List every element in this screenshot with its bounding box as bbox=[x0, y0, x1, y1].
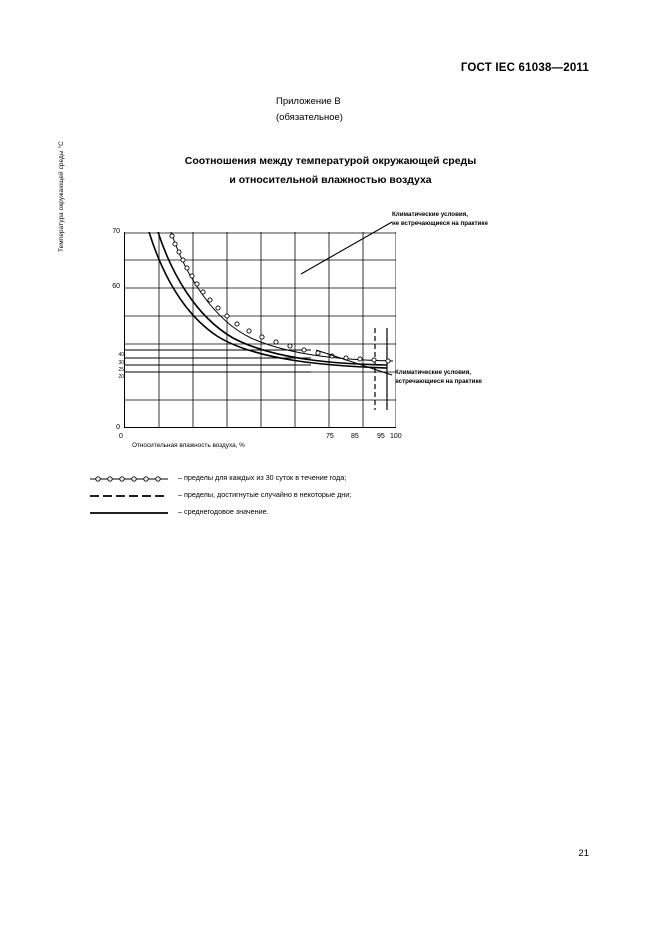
y-tick-70: 70 bbox=[112, 228, 120, 235]
legend-sample-dashed bbox=[90, 491, 168, 501]
y-axis-title: Температура окружающей среды °C bbox=[58, 141, 65, 252]
y-tick-60: 60 bbox=[112, 283, 120, 290]
callout-not-occurring-line2: не встречающиеся на практике bbox=[392, 220, 488, 227]
page-title-line2: и относительной влажностью воздуха bbox=[229, 174, 432, 186]
callout-occurring-line1: Климатические условия, bbox=[395, 369, 472, 376]
plot-area bbox=[124, 232, 396, 428]
y-tick-25: 25 bbox=[118, 367, 124, 373]
annex-block bbox=[276, 94, 343, 126]
x-tick-75: 75 bbox=[326, 433, 334, 440]
page-title bbox=[0, 152, 661, 190]
callout-not-occurring-line1: Климатические условия, bbox=[392, 211, 469, 218]
x-axis-title: Относительная влажность воздуха, % bbox=[132, 442, 245, 449]
page-number: 21 bbox=[578, 848, 589, 859]
legend-item-30day bbox=[90, 470, 570, 487]
x-tick-85: 85 bbox=[351, 433, 359, 440]
legend-item-mean bbox=[90, 504, 570, 521]
series-mean-annual bbox=[149, 232, 387, 368]
y-tick-0: 0 bbox=[116, 424, 120, 431]
legend-text-mean: – среднегодовое значение. bbox=[178, 507, 269, 516]
chart-svg bbox=[125, 232, 396, 427]
series-30day-path bbox=[171, 232, 393, 361]
series-occasional bbox=[158, 232, 387, 365]
standard-reference: ГОСТ IEC 61038—2011 bbox=[460, 62, 589, 74]
callout-not-occurring bbox=[392, 210, 488, 228]
callout-occurring-line2: встречающиеся на практике bbox=[395, 378, 482, 385]
y-tick-20: 20 bbox=[118, 374, 124, 380]
reference-levels bbox=[125, 350, 311, 372]
annex-label: Приложение В bbox=[276, 96, 341, 107]
legend-item-occasional bbox=[90, 487, 570, 504]
x-tick-0: 0 bbox=[119, 433, 123, 440]
x-tick-95: 95 bbox=[377, 433, 385, 440]
grid-lines bbox=[125, 232, 396, 427]
y-tick-40: 40 bbox=[118, 352, 124, 358]
plot-inner bbox=[125, 232, 396, 427]
x-tick-100: 100 bbox=[390, 433, 402, 440]
callout-occurring bbox=[395, 368, 482, 386]
legend-text-occasional: – пределы, достигнутые случайно в некоторые дни; bbox=[178, 490, 352, 499]
legend-text-30day: – пределы для каждых из 30 суток в течение года; bbox=[178, 473, 347, 482]
page-title-line1: Соотношения между температурой окружающей среды bbox=[184, 155, 477, 167]
y-tick-30: 30 bbox=[118, 360, 124, 366]
annex-status: (обязательное) bbox=[276, 112, 343, 123]
chart-legend bbox=[90, 470, 570, 521]
legend-sample-solid bbox=[90, 508, 168, 518]
legend-sample-circle-chain bbox=[90, 474, 168, 484]
